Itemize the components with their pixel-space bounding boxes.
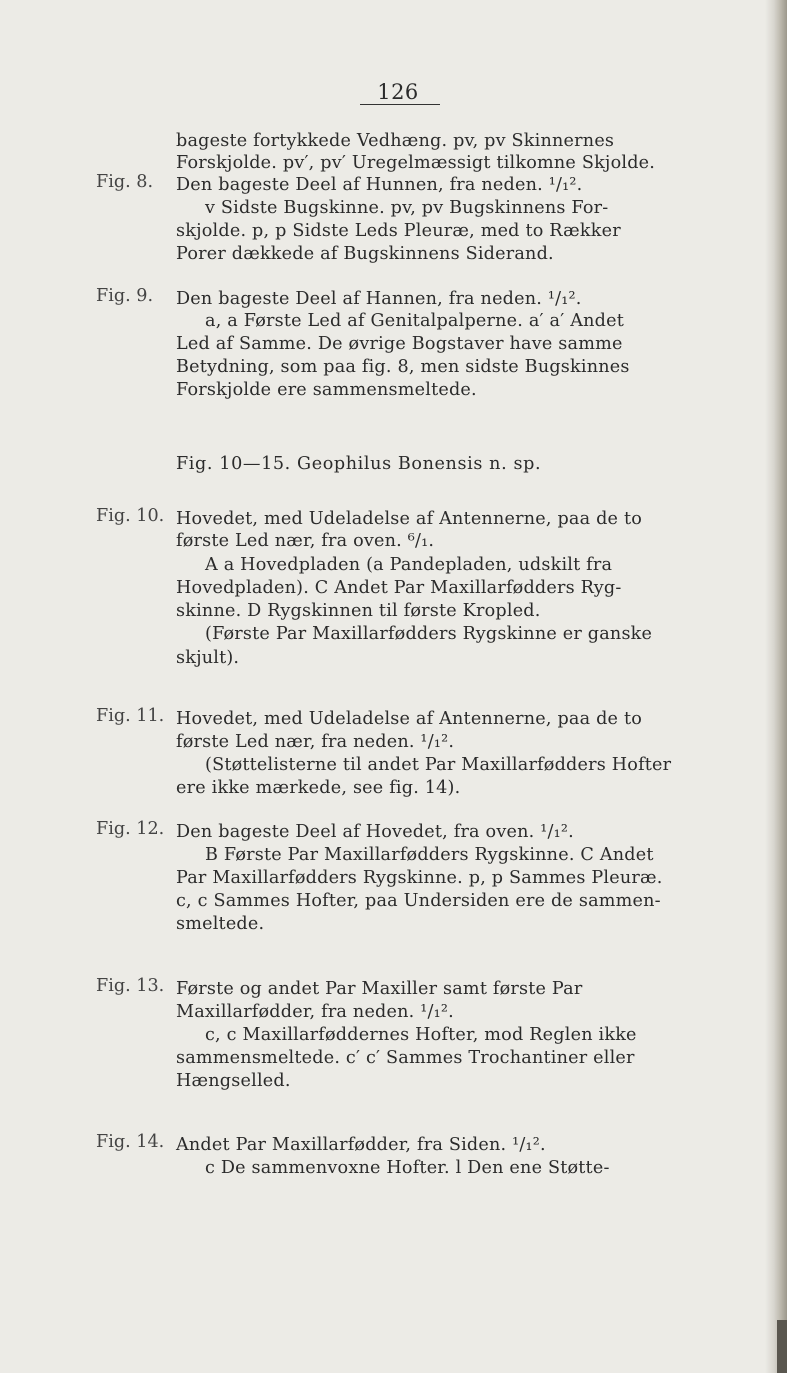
text-line: skjult).: [176, 648, 240, 668]
text-line: Porer dækkede af Bugskinnens Siderand.: [176, 244, 554, 264]
text-line: Hovedet, med Udeladelse af Antennerne, paa de to: [176, 709, 643, 729]
text-line: Den bageste Deel af Hovedet, fra oven. ¹/₁².: [176, 822, 574, 842]
page-number: 126: [377, 80, 419, 104]
figure-label-10: Fig. 10.: [96, 506, 165, 526]
text-line: bageste fortykkede Vedhæng. pv, pv Skinnernes: [176, 131, 615, 151]
text-line: første Led nær, fra oven. ⁶/₁.: [176, 531, 435, 551]
text-line: Forskjolde. pv′, pv′ Uregelmæssigt tilkomne Skjolde.: [176, 153, 656, 173]
text-line: c De sammenvoxne Hofter. l Den ene Støtte-: [205, 1158, 610, 1178]
figure-label-13: Fig. 13.: [96, 976, 165, 996]
figure-label-14: Fig. 14.: [96, 1132, 165, 1152]
section-title: Fig. 10—15. Geophilus Bonensis n. sp.: [176, 454, 542, 474]
page-edge-shadow: [777, 1320, 787, 1373]
figure-label-8: Fig. 8.: [96, 172, 154, 192]
text-line: Betydning, som paa fig. 8, men sidste Bugskinnes: [176, 357, 630, 377]
text-line: B Første Par Maxillarfødders Rygskinne. C Andet: [205, 845, 654, 865]
text-line: Andet Par Maxillarfødder, fra Siden. ¹/₁².: [176, 1135, 546, 1155]
figure-label-12: Fig. 12.: [96, 819, 165, 839]
text-line: Forskjolde ere sammensmeltede.: [176, 380, 477, 400]
text-line: v Sidste Bugskinne. pv, pv Bugskinnens For-: [205, 198, 609, 218]
text-line: a, a Første Led af Genitalpalperne. a′ a′ Andet: [205, 311, 624, 331]
text-line: ere ikke mærkede, see fig. 14).: [176, 778, 461, 798]
text-line: Hængselled.: [176, 1071, 291, 1091]
text-line: skjolde. p, p Sidste Leds Pleuræ, med to Rækker: [176, 221, 621, 241]
text-line: Den bageste Deel af Hunnen, fra neden. ¹/₁².: [176, 175, 583, 195]
text-line: Maxillarfødder, fra neden. ¹/₁².: [176, 1002, 454, 1022]
text-line: Hovedet, med Udeladelse af Antennerne, paa de to: [176, 509, 643, 529]
page-number-underline: [360, 104, 440, 105]
text-line: c, c Maxillarføddernes Hofter, mod Reglen ikke: [205, 1025, 637, 1045]
page-edge: [765, 0, 787, 1373]
text-line: skinne. D Rygskinnen til første Kropled.: [176, 601, 541, 621]
text-line: smeltede.: [176, 914, 265, 934]
text-line: første Led nær, fra neden. ¹/₁².: [176, 732, 455, 752]
figure-label-11: Fig. 11.: [96, 706, 165, 726]
text-line: Hovedpladen). C Andet Par Maxillarfødders Ryg-: [176, 578, 622, 598]
text-line: (Støttelisterne til andet Par Maxillarfødders Hofter: [205, 755, 672, 775]
text-line: Den bageste Deel af Hannen, fra neden. ¹/₁².: [176, 289, 582, 309]
text-line: (Første Par Maxillarfødders Rygskinne er ganske: [205, 624, 653, 644]
text-line: c, c Sammes Hofter, paa Undersiden ere de sammen-: [176, 891, 661, 911]
text-line: sammensmeltede. c′ c′ Sammes Trochantiner eller: [176, 1048, 635, 1068]
figure-label-9: Fig. 9.: [96, 286, 154, 306]
text-line: Led af Samme. De øvrige Bogstaver have samme: [176, 334, 623, 354]
text-line: A a Hovedpladen (a Pandepladen, udskilt fra: [205, 555, 613, 575]
text-line: Par Maxillarfødders Rygskinne. p, p Sammes Pleuræ.: [176, 868, 663, 888]
text-line: Første og andet Par Maxiller samt første Par: [176, 979, 583, 999]
